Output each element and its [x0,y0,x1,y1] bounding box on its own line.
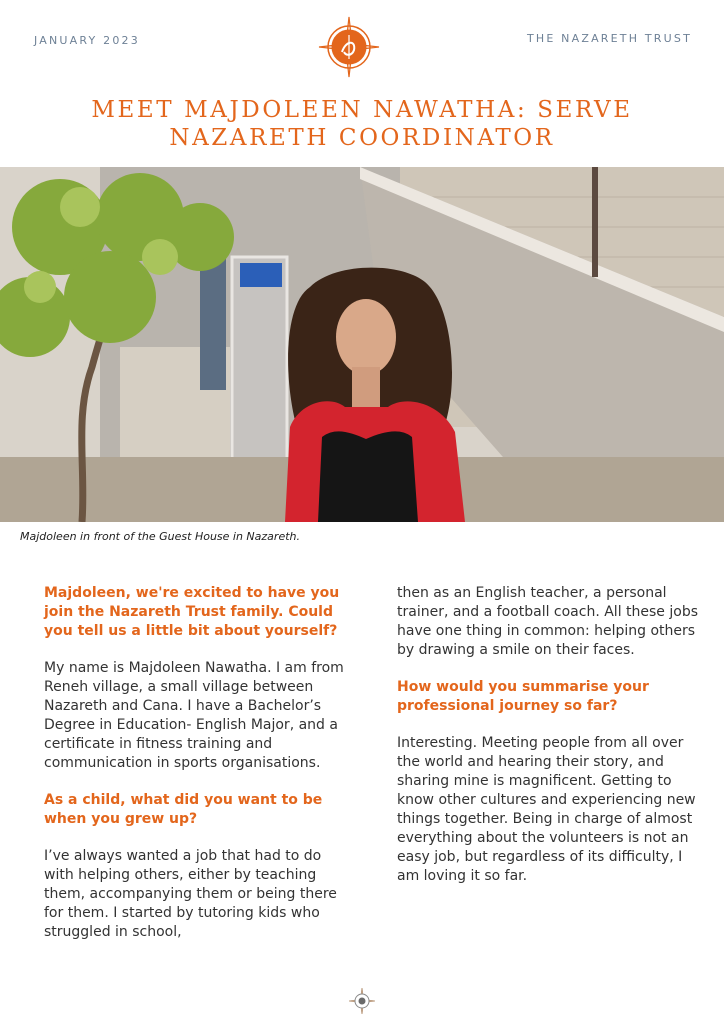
profile-photo [0,167,724,522]
issue-date: JANUARY 2023 [34,34,140,47]
page-header [0,0,724,90]
compass-logo-icon [318,16,380,78]
question-2: As a child, what did you want to be when you grew up? [44,792,323,827]
right-column [397,584,703,904]
question-3: How would you summarise your professional journey so far? [397,679,649,714]
article-title: MEET MAJDOLEEN NAWATHA: SERVE NAZARETH COORDINATOR [91,97,633,151]
answer-3: Interesting. Meeting people from all over the world and hearing their story, and sharing mine is magnificent. Getting to know other cultures and experiencing new things together. Being in charge of almost everything about the volunteers is not an easy job, but regardless of its difficulty, I am loving it so far. [397,735,696,884]
answer-1: My name is Majdoleen Nawatha. I am from Reneh village, a small village between Nazareth and Cana. I have a Bachelor’s Degree in Education- English Major, and a certificate in fitness training and communication in sports organisations. [44,660,344,771]
answer-2-part-2: then as an English teacher, a personal trainer, and a football coach. All these jobs have one thing in common: helping others by drawing a smile on their faces. [397,585,699,658]
organization-name: THE NAZARETH TRUST [526,32,692,45]
answer-2-part-1: I’ve always wanted a job that had to do with helping others, either by teaching them, accompanying them or being there for them. I started by tutoring kids who struggled in school, [44,848,337,940]
photo-caption: Majdoleen in front of the Guest House in Nazareth. [20,530,300,543]
question-1: Majdoleen, we're excited to have you join the Nazareth Trust family. Could you tell us a little bit about yourself? [44,585,340,639]
compass-footer-icon [349,988,375,1014]
left-column [44,584,350,960]
